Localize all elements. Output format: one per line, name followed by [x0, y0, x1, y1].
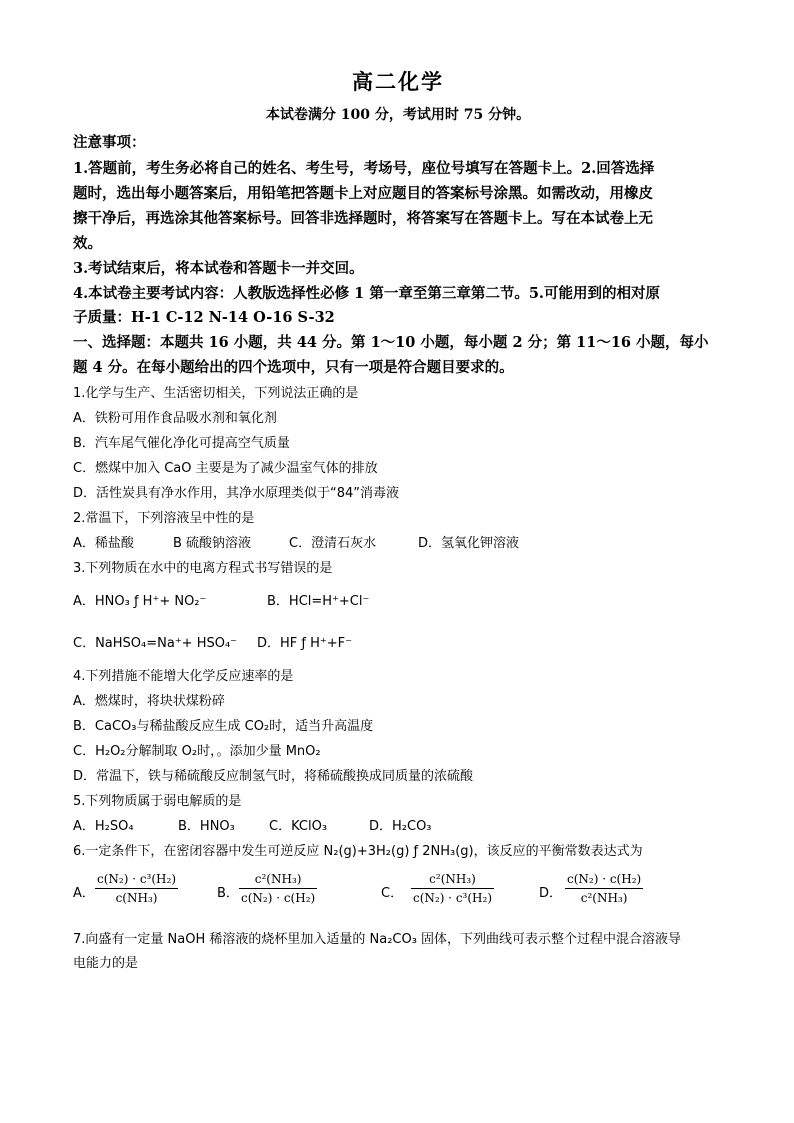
q2-option-b: B 硫酸钠溶液: [173, 536, 252, 551]
q5-option-b: B．HNO₃: [178, 819, 235, 834]
q6-option-d-denominator: c²(NH₃): [580, 891, 628, 905]
q3-option-c: C．NaHSO₄=Na⁺+ HSO₄⁻: [73, 636, 238, 651]
exam-subtitle: 本试卷满分 100 分，考试用时 75 分钟。: [265, 107, 531, 123]
q2-option-c: C．澄清石灰水: [289, 536, 377, 551]
q2-stem: 2.常温下，下列溶液呈中性的是: [73, 511, 255, 526]
notice-line-1: 1.答题前，考生务必将自己的姓名、考生号，考场号，座位号填写在答题卡上。2.回答选择: [73, 160, 655, 177]
q4-stem: 4.下列措施不能增大化学反应速率的是: [73, 669, 294, 684]
q6-option-d-label: D．: [539, 886, 563, 901]
q5-option-c: C．KClO₃: [269, 819, 328, 834]
notice-line-5: 3.考试结束后，将本试卷和答题卡一并交回。: [73, 260, 364, 277]
q1-option-b: B．汽车尾气催化净化可提高空气质量: [73, 436, 290, 451]
q3-option-a: A．HNO₃ ƒ H⁺+ NO₂⁻: [73, 594, 207, 609]
q4-option-a: A．燃煤时，将块状煤粉碎: [73, 694, 225, 709]
notice-line-6: 4.本试卷主要考试内容：人教版选择性必修 1 第一章至第三章第二节。5.可能用到的相对原: [73, 285, 660, 302]
q6-stem: 6.一定条件下，在密闭容器中发生可逆反应 N₂(g)+3H₂(g) ƒ 2NH₃(g)，该反应的平衡常数表达式为: [73, 844, 643, 859]
q6-option-b-numerator: c²(NH₃): [239, 870, 317, 889]
q7-stem-line-2: 电能力的是: [73, 956, 139, 971]
q3-option-d: D．HF ƒ H⁺+F⁻: [257, 636, 352, 651]
q7-stem-line-1: 7.向盛有一定量 NaOH 稀溶液的烧杯里加入适量的 Na₂CO₃ 固体，下列曲线可表示整个过程中混合溶液导: [73, 932, 682, 947]
q3-option-b: B．HCl=H⁺+Cl⁻: [267, 594, 370, 609]
q6-option-a-denominator: c(NH₃): [115, 891, 158, 905]
q6-option-b-label: B．: [217, 886, 239, 901]
q5-stem: 5.下列物质属于弱电解质的是: [73, 794, 242, 809]
q6-option-b-fraction: [239, 870, 317, 907]
q6-option-c-label: C．: [381, 886, 404, 901]
q6-option-d-numerator: c(N₂) · c(H₂): [565, 870, 643, 889]
q6-options: [73, 870, 725, 914]
section-instruction-2: 题 4 分。在每小题给出的四个选项中，只有一项是符合题目要求的。: [73, 359, 514, 376]
notice-line-7: 子质量：H-1 C-12 N-14 O-16 S-32: [73, 309, 335, 326]
q6-option-a-fraction: [95, 870, 178, 907]
q6-option-a-label: A．: [73, 886, 95, 901]
q6-option-b-denominator: c(N₂) · c(H₂): [241, 891, 316, 905]
section-instruction-1: 一、选择题：本题共 16 小题，共 44 分。第 1～10 小题，每小题 2 分；第 11～16 小题，每小: [73, 334, 709, 351]
q6-option-c-numerator: c²(NH₃): [411, 870, 494, 889]
q4-option-d: D．常温下，铁与稀硫酸反应制氢气时，将稀硫酸换成同质量的浓硫酸: [73, 769, 474, 784]
page-title: 高二化学: [352, 69, 444, 94]
q5-option-d: D．H₂CO₃: [369, 819, 432, 834]
notice-line-3: 擦干净后，再选涂其他答案标号。回答非选择题时，将答案写在答题卡上。写在本试卷上无: [73, 210, 653, 227]
q3-stem: 3.下列物质在水中的电离方程式书写错误的是: [73, 561, 333, 576]
q2-option-a: A．稀盐酸: [73, 536, 134, 551]
q1-option-a: A．铁粉可用作食品吸水剂和氧化剂: [73, 411, 277, 426]
notice-heading: 注意事项：: [73, 134, 146, 151]
q6-option-d-fraction: [565, 870, 643, 907]
q1-option-d: D．活性炭具有净水作用，其净水原理类似于“84”消毒液: [73, 486, 400, 501]
q5-option-a: A．H₂SO₄: [73, 819, 134, 834]
q6-option-c-denominator: c(N₂) · c³(H₂): [413, 891, 493, 905]
q1-option-c: C．燃煤中加入 CaO 主要是为了减少温室气体的排放: [73, 461, 378, 476]
q6-option-a-numerator: c(N₂) · c³(H₂): [95, 870, 178, 889]
notice-line-4: 效。: [73, 235, 102, 252]
q1-stem: 1.化学与生产、生活密切相关，下列说法正确的是: [73, 386, 359, 401]
q4-option-b: B．CaCO₃与稀盐酸反应生成 CO₂时，适当升高温度: [73, 719, 374, 734]
q4-option-c: C．H₂O₂分解制取 O₂时，。添加少量 MnO₂: [73, 744, 321, 759]
notice-line-2: 题时，选出每小题答案后，用铅笔把答题卡上对应题目的答案标号涂黑。如需改动，用橡皮: [73, 185, 653, 202]
q6-option-c-fraction: [411, 870, 494, 907]
q2-option-d: D．氢氧化钾溶液: [418, 536, 520, 551]
